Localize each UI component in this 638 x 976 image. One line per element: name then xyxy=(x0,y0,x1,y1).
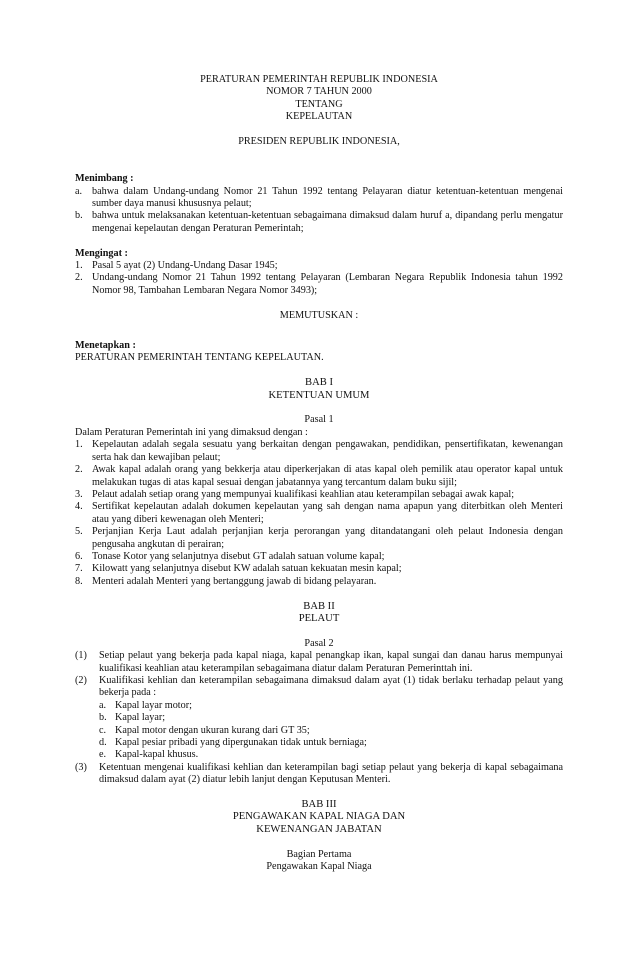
menimbang-item-b xyxy=(75,210,563,235)
item-text: Kapal motor dengan ukuran kurang dari GT 35; xyxy=(115,724,310,736)
memutuskan-heading: MEMUTUSKAN : xyxy=(279,309,359,321)
regulation-subject: KEPELAUTAN xyxy=(285,111,353,123)
item-text: Kapal-kapal khusus. xyxy=(115,749,199,761)
pasal2-subitem-e xyxy=(99,749,563,761)
menetapkan-section xyxy=(75,340,563,365)
pasal1-intro: Dalam Peraturan Pemerintah ini yang dimaksud dengan : xyxy=(75,426,308,438)
item-marker: d. xyxy=(99,737,107,748)
pasal2-subitem-a xyxy=(99,700,563,712)
pasal1-item-7 xyxy=(75,563,563,575)
pasal1-item-2 xyxy=(75,464,563,489)
bab1-heading xyxy=(75,377,563,402)
mengingat-item-1 xyxy=(75,260,563,272)
pasal2-ayat-1 xyxy=(75,650,563,675)
bab3-title-line1: PENGAWAKAN KAPAL NIAGA DAN xyxy=(232,811,406,823)
item-text: Kapal pesiar pribadi yang dipergunakan tidak untuk berniaga; xyxy=(115,737,367,748)
pasal2-subitem-d xyxy=(99,737,563,749)
item-marker: a. xyxy=(99,699,107,711)
mengingat-item-2 xyxy=(75,272,563,297)
document-body xyxy=(75,74,563,873)
regulation-header xyxy=(75,74,563,148)
bab3-part-label: Bagian Pertama xyxy=(286,848,352,860)
item-text: Kapal layar; xyxy=(115,712,166,724)
pasal2-heading: Pasal 2 xyxy=(304,637,334,649)
item-text: Setiap pelaut yang bekerja pada kapal niaga, kapal penangkap ikan, kapal sungai dan danau harus mempunyai kualifikasi keahlian atau keterampilan sebagaimana diatur dalam Peraturan Pemerinttah ini. xyxy=(99,650,563,674)
bab2-label: BAB II xyxy=(303,600,335,612)
item-marker: (1) xyxy=(75,650,87,662)
pasal2-ayat-3 xyxy=(75,762,563,787)
bab3-heading xyxy=(75,799,563,836)
item-marker: 5. xyxy=(75,526,83,538)
pasal2-subitem-b xyxy=(99,712,563,724)
bab3-part xyxy=(75,849,563,874)
item-marker: b. xyxy=(75,210,83,222)
menetapkan-heading: Menetapkan : xyxy=(75,340,136,352)
item-text: Kepelautan adalah segala sesuatu yang berkaitan dengan pengawakan, pendidikan, pensertifikatan, kewenangan serta hak dan kewajiban pelaut; xyxy=(92,439,563,463)
item-text: bahwa dalam Undang-undang Nomor 21 Tahun 1992 tentang Pelayaran diatur ketentuan-ketentuan mengenai sumber daya manusi khususnya pelaut; xyxy=(92,185,563,210)
regulation-number: NOMOR 7 TAHUN 2000 xyxy=(266,86,372,98)
item-marker: (2) xyxy=(75,674,87,686)
item-marker: 1. xyxy=(75,439,83,451)
pasal1-item-1 xyxy=(75,439,563,464)
item-text: Awak kapal adalah orang yang bekkerja atau diperkerjakan di atas kapal oleh pemilik atau operator kapal untuk melakukan tugas di atas kapal sesuai dengan jabatannya yang tercantum dalam buku sijil; xyxy=(92,464,563,488)
item-text: Kilowatt yang selanjutnya disebut KW adalah satuan kekuatan mesin kapal; xyxy=(92,563,402,575)
item-marker: (3) xyxy=(75,761,87,773)
item-marker: a. xyxy=(75,185,83,197)
item-text: Tonase Kotor yang selanjutnya disebut GT adalah satuan volume kapal; xyxy=(92,550,385,562)
item-text: Kapal layar motor; xyxy=(115,699,192,711)
bab3-part-title: Pengawakan Kapal Niaga xyxy=(266,861,372,873)
pasal1-item-8 xyxy=(75,576,563,588)
item-marker: 6. xyxy=(75,550,83,562)
item-marker: b. xyxy=(99,712,107,724)
menetapkan-text: PERATURAN PEMERINTAH TENTANG KEPELAUTAN. xyxy=(75,352,324,364)
mengingat-section xyxy=(75,248,563,298)
item-marker: 7. xyxy=(75,563,83,575)
menimbang-item-a xyxy=(75,186,563,211)
regulation-title: PERATURAN PEMERINTAH REPUBLIK INDONESIA xyxy=(200,74,438,85)
bab1-title: KETENTUAN UMUM xyxy=(268,389,370,401)
menimbang-heading: Menimbang : xyxy=(75,173,134,185)
president-line: PRESIDEN REPUBLIK INDONESIA, xyxy=(238,136,400,148)
item-text: Menteri adalah Menteri yang bertanggung jawab di bidang pelayaran. xyxy=(92,575,377,587)
pasal2-subitem-c xyxy=(99,725,563,737)
bab3-title-line2: KEWENANGAN JABATAN xyxy=(256,823,382,835)
bab3-label: BAB III xyxy=(301,799,337,811)
bab2-heading xyxy=(75,601,563,626)
item-marker: 8. xyxy=(75,575,83,587)
item-marker: e. xyxy=(99,749,107,761)
item-text: Ketentuan mengenai kualifikasi kehlian dan keterampilan bagi setiap pelaut yang bekerja di kapal sebagaimana dimaksud dalam ayat (2) diatur lebih lanjut dengan Keputusan Menteri. xyxy=(99,761,563,786)
item-marker: c. xyxy=(99,724,107,736)
item-marker: 1. xyxy=(75,260,83,272)
item-text: Perjanjian Kerja Laut adalah perjanjian kerja perorangan yang ditandatangani oleh pelaut Indonesia dengan pengusaha angkutan di perairan; xyxy=(92,526,563,550)
pasal1-item-6 xyxy=(75,551,563,563)
bab2-title: PELAUT xyxy=(298,612,340,624)
pasal2-list xyxy=(75,650,563,786)
pasal1-list xyxy=(75,439,563,588)
item-marker: 3. xyxy=(75,488,83,500)
item-marker: 2. xyxy=(75,464,83,476)
pasal1-heading: Pasal 1 xyxy=(304,414,334,426)
item-text: Kualifikasi kehlian dan keterampilan sebagaimana dimaksud dalam ayat (1) tidak berlaku terhadap pelaut yang bekerja pada : xyxy=(99,674,563,699)
item-text: Pelaut adalah setiap orang yang mempunyai kualifikasi keahlian atau keterampilan sebagai awak kapal; xyxy=(92,488,515,500)
bab1-label: BAB I xyxy=(305,377,333,389)
item-marker: 2. xyxy=(75,272,83,284)
regulation-about: TENTANG xyxy=(295,98,343,110)
pasal1-item-5 xyxy=(75,526,563,551)
item-text: bahwa untuk melaksanakan ketentuan-ketentuan sebagaimana dimaksud dalam huruf a, dipandang perlu mengatur mengenai kepelautan dengan Peraturan Pemerintah; xyxy=(92,210,563,234)
mengingat-heading: Mengingat : xyxy=(75,247,128,259)
item-text: Undang-undang Nomor 21 Tahun 1992 tentang Pelayaran (Lembaran Negara Republik Indonesia tahun 1992 Nomor 98, Tambahan Lembaran Negara Nomor 3493); xyxy=(92,272,563,296)
item-text: Pasal 5 ayat (2) Undang-Undang Dasar 1945; xyxy=(92,260,278,272)
item-marker: 4. xyxy=(75,501,83,513)
pasal1-item-3 xyxy=(75,489,563,501)
item-text: Sertifikat kepelautan adalah dokumen kepelautan yang sah dengan nama apapun yang diterbitkan oleh Menteri atau yang diberi kewenagan oleh Menteri; xyxy=(92,501,563,525)
pasal1-item-4 xyxy=(75,501,563,526)
pasal2-ayat-2 xyxy=(75,675,563,700)
menimbang-section xyxy=(75,173,563,235)
